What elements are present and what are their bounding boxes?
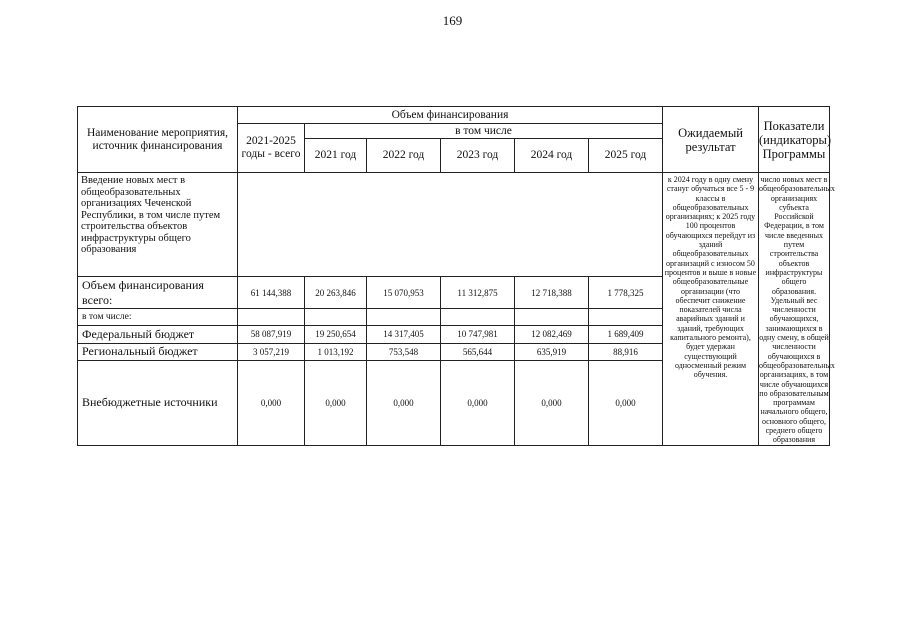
value-cell: 0,000 bbox=[441, 360, 515, 445]
header-expected-result: Ожидаемый результат bbox=[663, 107, 759, 173]
row-label: Объем финансирования всего: bbox=[78, 276, 238, 309]
header-year: 2024 год bbox=[515, 139, 589, 173]
value-cell: 1 689,409 bbox=[589, 326, 663, 344]
value-cell: 12 718,388 bbox=[515, 276, 589, 309]
value-cell: 19 250,654 bbox=[305, 326, 367, 344]
header-funding-volume: Объем финансирования bbox=[238, 107, 663, 124]
value-cell: 0,000 bbox=[589, 360, 663, 445]
value-cell: 753,548 bbox=[367, 343, 441, 360]
empty-cell bbox=[238, 173, 663, 277]
page-number: 169 bbox=[442, 13, 463, 28]
value-cell: 58 087,919 bbox=[238, 326, 305, 344]
value-cell: 1 778,325 bbox=[589, 276, 663, 309]
indicators-text: число новых мест в общеобразовательных организациях субъекта Российской Федерации, в том числе введенных путем строительства объектов инфраструктуры общего образования. Удельный вес численности обучающихся, занимающихся в одну смену, в общей численности обучающихся в общеобразовательных организациях, в том числе обучающихся по образовательным программам начального общего, основного общего, среднего общего образования bbox=[759, 173, 830, 446]
row-label: Региональный бюджет bbox=[78, 343, 238, 360]
value-cell: 14 317,405 bbox=[367, 326, 441, 344]
header-year: 2021 год bbox=[305, 139, 367, 173]
value-cell: 88,916 bbox=[589, 343, 663, 360]
header-name-column: Наименование мероприятия, источник финансирования bbox=[78, 107, 238, 173]
value-cell: 565,644 bbox=[441, 343, 515, 360]
value-cell: 0,000 bbox=[367, 360, 441, 445]
value-cell: 10 747,981 bbox=[441, 326, 515, 344]
value-cell: 1 013,192 bbox=[305, 343, 367, 360]
row-label: Федеральный бюджет bbox=[78, 326, 238, 344]
header-total-column: 2021-2025 годы - всего bbox=[238, 124, 305, 173]
header-year: 2022 год bbox=[367, 139, 441, 173]
value-cell: 15 070,953 bbox=[367, 276, 441, 309]
row-label: в том числе: bbox=[78, 309, 238, 326]
header-including: в том числе bbox=[305, 124, 663, 139]
activity-description: Введение новых мест в общеобразовательных организациях Чеченской Республики, в том числе путем строительства объектов инфраструктуры общего образования bbox=[78, 173, 238, 277]
value-cell: 11 312,875 bbox=[441, 276, 515, 309]
value-cell: 635,919 bbox=[515, 343, 589, 360]
financing-table bbox=[77, 106, 835, 446]
value-cell: 0,000 bbox=[238, 360, 305, 445]
value-cell: 61 144,388 bbox=[238, 276, 305, 309]
value-cell: 0,000 bbox=[515, 360, 589, 445]
header-indicators: Показатели (индикаторы) Программы bbox=[759, 107, 830, 173]
expected-result-text: к 2024 году в одну смену стануг обучаться все 5 - 9 классы в общеобразовательных организациях; к 2025 году 100 процентов обучающихся перейдут из зданий общеобразовательных организаций с износом 50 процентов и выше в новые общеобразовательные организации (что обеспечит снижение показателей числа аварийных зданий и зданий, требующих капитального ремонта), будет удержан существующий односменный режим обучения. bbox=[663, 173, 759, 446]
value-cell: 0,000 bbox=[305, 360, 367, 445]
value-cell: 3 057,219 bbox=[238, 343, 305, 360]
header-year: 2023 год bbox=[441, 139, 515, 173]
row-label: Внебюджетные источники bbox=[78, 360, 238, 445]
value-cell: 12 082,469 bbox=[515, 326, 589, 344]
value-cell: 20 263,846 bbox=[305, 276, 367, 309]
header-year: 2025 год bbox=[589, 139, 663, 173]
